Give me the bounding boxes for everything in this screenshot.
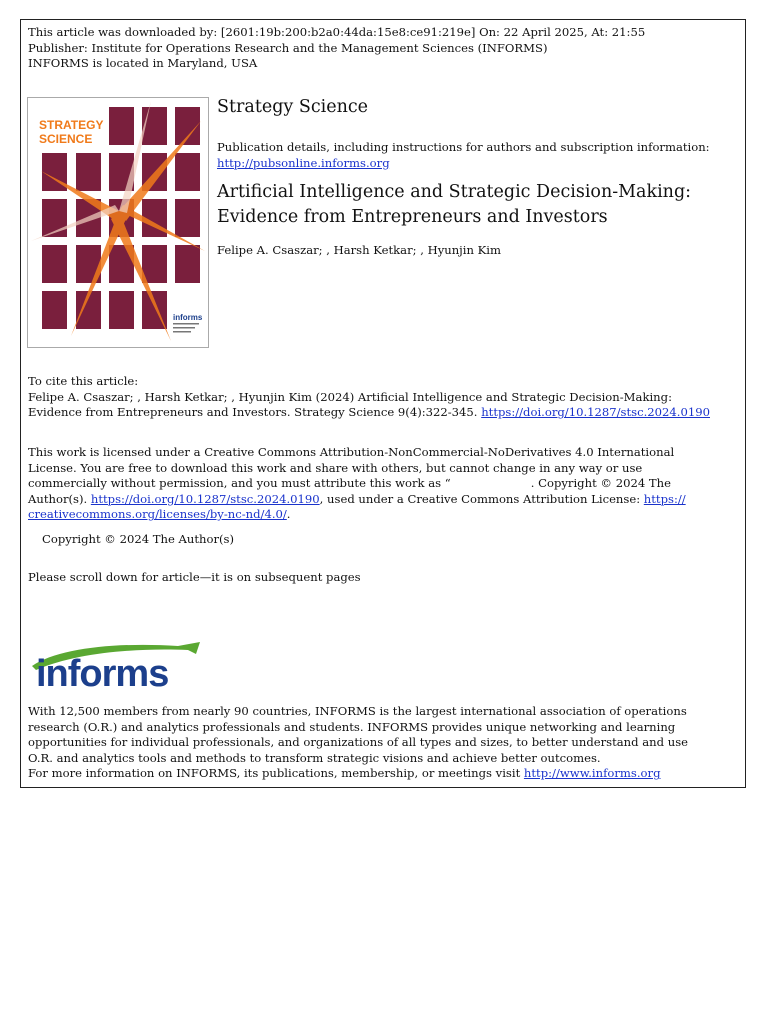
copyright-notice: Copyright © 2024 The Author(s) [42,532,235,546]
cover-artwork [31,101,205,344]
article-authors: Felipe A. Csaszar; , Harsh Ketkar; , Hyunjin Kim [217,243,501,257]
download-cover-sheet [20,19,746,788]
about-line1: With 12,500 members from nearly 90 countries, INFORMS is the largest international association of operations [28,704,687,718]
publisher-line: Publisher: Institute for Operations Research and the Management Sciences (INFORMS) [28,40,548,55]
download-info-line: This article was downloaded by: [2601:19b:200:b2a0:44da:15e8:ce91:219e] On: 22 April 2025, At: 21:55 [28,25,646,39]
license-url-link-start[interactable]: https:// [643,491,686,506]
publication-details [217,140,710,171]
license-url-link-end[interactable]: creativecommons.org/licenses/by-nc-nd/4.0/ [28,507,287,522]
citation-line2-text: Evidence from Entrepreneurs and Investors. Strategy Science 9(4):322-345. [28,405,482,420]
download-header [28,25,645,72]
license-line1: This work is licensed under a Creative Commons Attribution-NonCommercial-NoDerivatives 4.0 International [28,445,675,459]
journal-name: Strategy Science [217,97,369,117]
about-line2: research (O.R.) and analytics professionals and students. INFORMS provides unique networking and learning [28,719,676,734]
informs-website-link[interactable]: http://www.informs.org [523,766,661,781]
citation-doi-link[interactable]: https://doi.org/10.1287/stsc.2024.0190 [481,405,710,420]
license-line5 [28,507,686,523]
logo-wordmark: informs [36,653,169,690]
license-doi-link[interactable]: https://doi.org/10.1287/stsc.2024.0190 [90,491,320,506]
publication-details-link[interactable]: http://pubsonline.informs.org [217,155,390,170]
license-line3 [28,476,686,492]
about-line5 [28,766,688,782]
license-line2: License. You are free to download this work and share with others, but cannot change in any way or use [28,460,643,475]
license-line4-prefix: Author(s). [28,491,91,506]
about-line3: opportunities for individual professionals, and organizations of all types and sizes, to better understand and use [28,735,689,750]
license-block [28,445,686,523]
cover-title-line1: STRATEGY [39,118,104,132]
about-line5-text: For more information on INFORMS, its publications, membership, or meetings visit [28,766,524,781]
license-line4 [28,492,686,508]
citation-block [28,374,710,421]
journal-cover-image [27,97,209,348]
cover-publisher-logo: informs [173,313,203,322]
citation-line1: Felipe A. Csaszar; , Harsh Ketkar; , Hyunjin Kim (2024) Artificial Intelligence and Strategic Decision-Making: [28,389,672,404]
about-line4: O.R. and analytics tools and methods to transform strategic visions and achieve better outcomes. [28,750,601,765]
cover-title-line2: SCIENCE [39,132,93,146]
article-title-line2: Evidence from Entrepreneurs and Investors [217,207,608,227]
scroll-down-note: Please scroll down for article—it is on subsequent pages [28,570,361,584]
license-line5-suffix: . [286,507,291,522]
informs-about-block [28,704,688,782]
article-title [217,180,691,230]
citation-label: To cite this article: [28,374,139,388]
license-line4-mid: , used under a Creative Commons Attribution License: [319,491,644,506]
license-line3-suffix: . Copyright © 2024 The [530,476,671,491]
informs-logo [28,640,208,690]
citation-line2 [28,405,710,421]
publisher-location-line: INFORMS is located in Maryland, USA [28,56,258,71]
article-title-line1: Artificial Intelligence and Strategic Decision-Making: [217,182,692,202]
publication-details-text: Publication details, including instructions for authors and subscription information: [217,140,710,154]
license-line3-prefix: commercially without permission, and you must attribute this work as “ [28,476,451,491]
